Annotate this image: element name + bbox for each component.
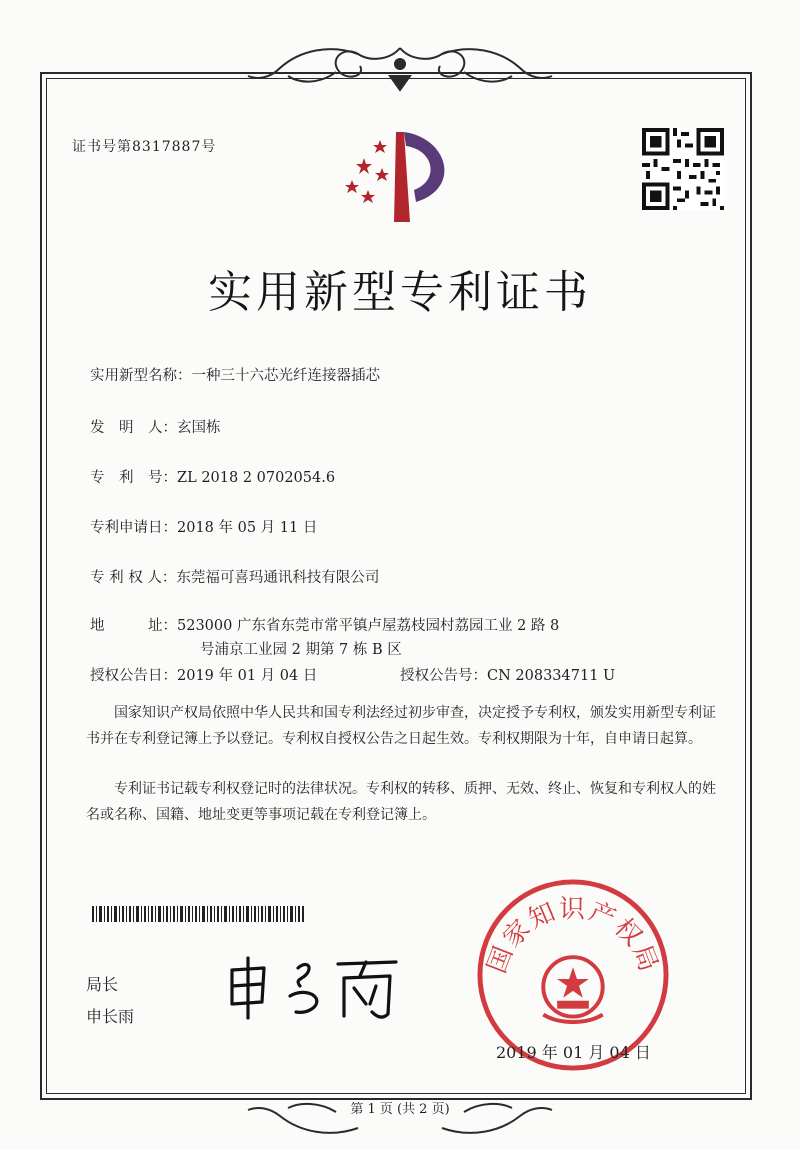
field-value: 2018 年 05 月 11 日 [177, 520, 318, 536]
field-label: 专利申请日： [90, 520, 177, 536]
field-filing-date [90, 516, 317, 537]
field-label: 地 址： [90, 618, 177, 634]
field-value: CN 208334711 U [487, 668, 616, 684]
field-value: 一种三十六芯光纤连接器插芯 [191, 368, 380, 384]
field-value: 523000 广东省东莞市常平镇卢屋荔枝园村荔园工业 2 路 8 [177, 618, 560, 634]
field-value: 2019 年 01 月 04 日 [177, 668, 318, 684]
top-ornament-icon [240, 40, 560, 100]
field-grant-date [90, 664, 317, 685]
barcode-icon [92, 906, 304, 922]
field-label: 发 明 人： [90, 420, 177, 436]
certificate-number-label: 证书号第 [72, 139, 132, 155]
body-paragraph-2: 专利证书记载专利权登记时的法律状况。专利权的转移、质押、无效、终止、恢复和专利权人的姓名或名称、国籍、地址变更等事项记载在专利登记簿上。 [86, 781, 716, 823]
seal-date: 2019 年 01 月 04 日 [496, 1043, 651, 1062]
field-inventor [90, 416, 221, 437]
page-indicator: 第 1 页 (共 2 页) [350, 1102, 450, 1117]
field-label: 授权公告号： [400, 668, 487, 684]
certificate-number-value: 8317887 [132, 139, 202, 155]
official-title: 局长 [86, 975, 119, 994]
certificate-number-suffix: 号 [201, 139, 217, 155]
seal-text: 国家知识产权局 [481, 894, 665, 978]
field-utility-model-name [90, 364, 380, 385]
certificate-number [72, 136, 216, 156]
body-paragraph-1: 国家知识产权局依照中华人民共和国专利法经过初步审查，决定授予专利权，颁发实用新型专利证书并在专利登记簿上予以登记。专利权自授权公告之日起生效。专利权期限为十年，自申请日起算。 [86, 705, 716, 747]
certificate-title: 实用新型专利证书 [208, 267, 592, 318]
field-patent-number [90, 466, 335, 487]
qr-code [642, 128, 724, 210]
field-address [90, 614, 559, 635]
field-value: 东莞福可喜玛通讯科技有限公司 [176, 570, 380, 586]
field-grant-number [400, 664, 615, 685]
field-label: 实用新型名称： [90, 368, 192, 384]
field-value: 玄国栋 [177, 420, 221, 436]
field-patentee [90, 566, 379, 587]
field-address-line2: 号浦京工业园 2 期第 7 栋 B 区 [200, 642, 402, 658]
cnipa-logo-icon [330, 128, 460, 228]
field-label: 授权公告日： [90, 668, 177, 684]
field-label: 专 利 号： [90, 470, 177, 486]
field-label: 专 利 权 人： [90, 570, 177, 586]
signature-icon [220, 952, 410, 1024]
official-name: 申长雨 [86, 1007, 135, 1026]
field-value: ZL 2018 2 0702054.6 [177, 470, 336, 486]
